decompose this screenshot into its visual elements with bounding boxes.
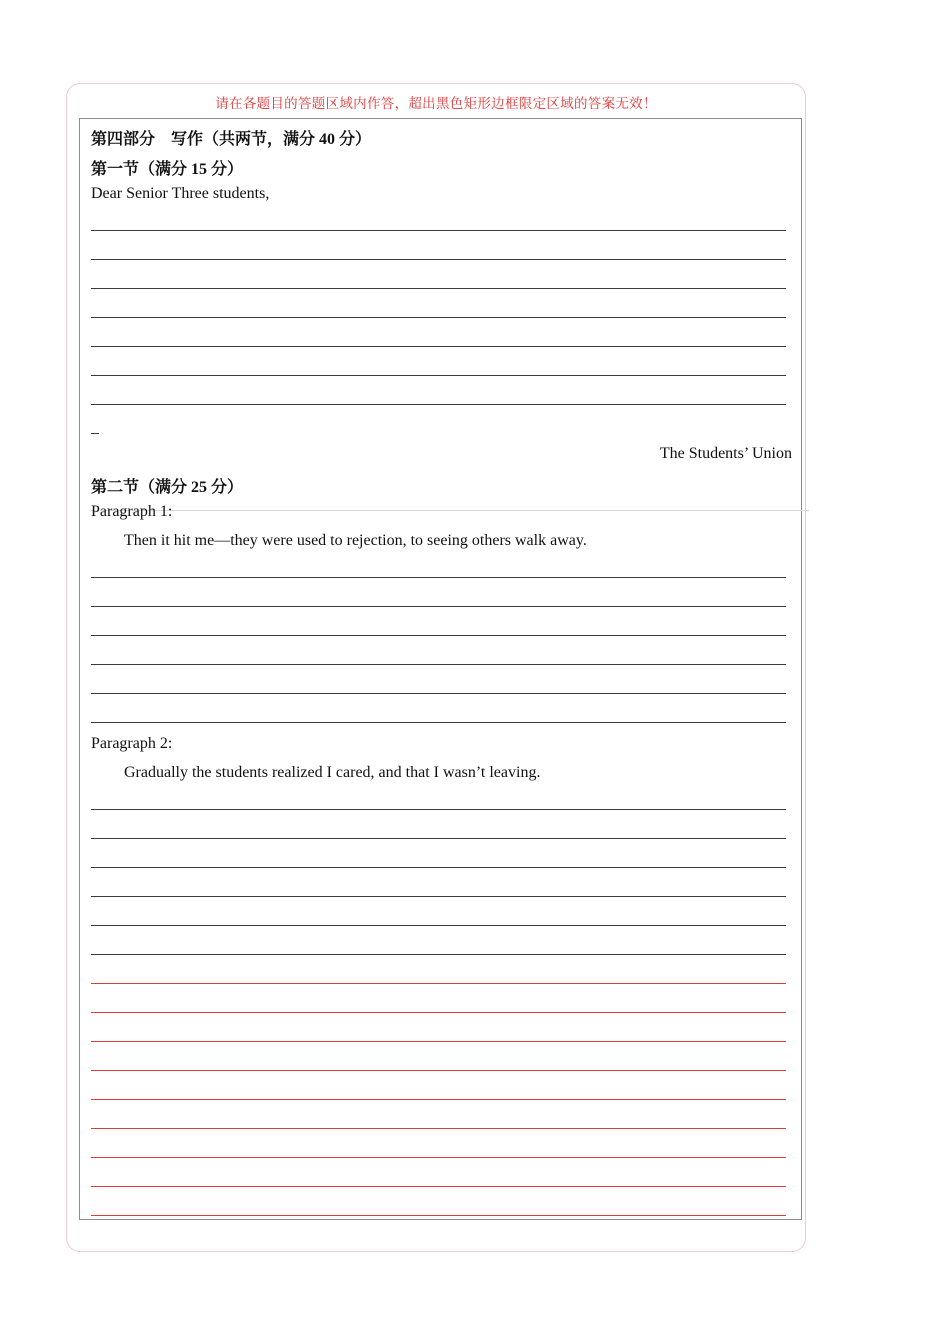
writing-line-red — [91, 1012, 786, 1013]
writing-line — [91, 375, 786, 376]
section2-title: 第二节（满分 25 分） — [91, 479, 244, 496]
writing-line-red — [91, 983, 786, 984]
writing-line — [91, 577, 786, 578]
section1-title: 第一节（满分 15 分） — [91, 161, 244, 178]
writing-line-red — [91, 1128, 786, 1129]
writing-line — [91, 867, 786, 868]
writing-line — [91, 809, 786, 810]
writing-line — [91, 346, 786, 347]
paragraph2-opening: Gradually the students realized I cared, and that I wasn’t leaving. — [124, 764, 541, 781]
paragraph1-label: Paragraph 1: — [91, 503, 173, 520]
paragraph2-label: Paragraph 2: — [91, 735, 173, 752]
writing-line — [91, 288, 786, 289]
answer-area-notice: 请在各题目的答题区域内作答，超出黑色矩形边框限定区域的答案无效！ — [215, 96, 657, 111]
writing-line — [91, 722, 786, 723]
writing-line-red — [91, 1099, 786, 1100]
writing-line — [91, 664, 786, 665]
writing-line-red — [91, 1186, 786, 1187]
writing-line — [91, 693, 786, 694]
writing-line-red — [91, 1070, 786, 1071]
writing-line-red — [91, 1041, 786, 1042]
divider — [91, 510, 809, 511]
writing-line — [91, 838, 786, 839]
writing-line — [91, 635, 786, 636]
writing-line — [91, 954, 786, 955]
writing-line — [91, 259, 786, 260]
signature: The Students’ Union — [659, 445, 792, 462]
writing-line — [91, 925, 786, 926]
writing-line — [91, 896, 786, 897]
writing-line-red — [91, 1157, 786, 1158]
salutation: Dear Senior Three students, — [91, 185, 270, 202]
writing-line-red — [91, 1215, 786, 1216]
answer-box — [79, 118, 802, 1220]
writing-line — [91, 606, 786, 607]
writing-line — [91, 317, 786, 318]
writing-line — [91, 404, 786, 405]
part-title: 第四部分 写作（共两节，满分 40 分） — [91, 131, 372, 148]
writing-line-stub — [91, 433, 99, 434]
paragraph1-opening: Then it hit me—they were used to rejection, to seeing others walk away. — [124, 532, 587, 549]
writing-line — [91, 230, 786, 231]
